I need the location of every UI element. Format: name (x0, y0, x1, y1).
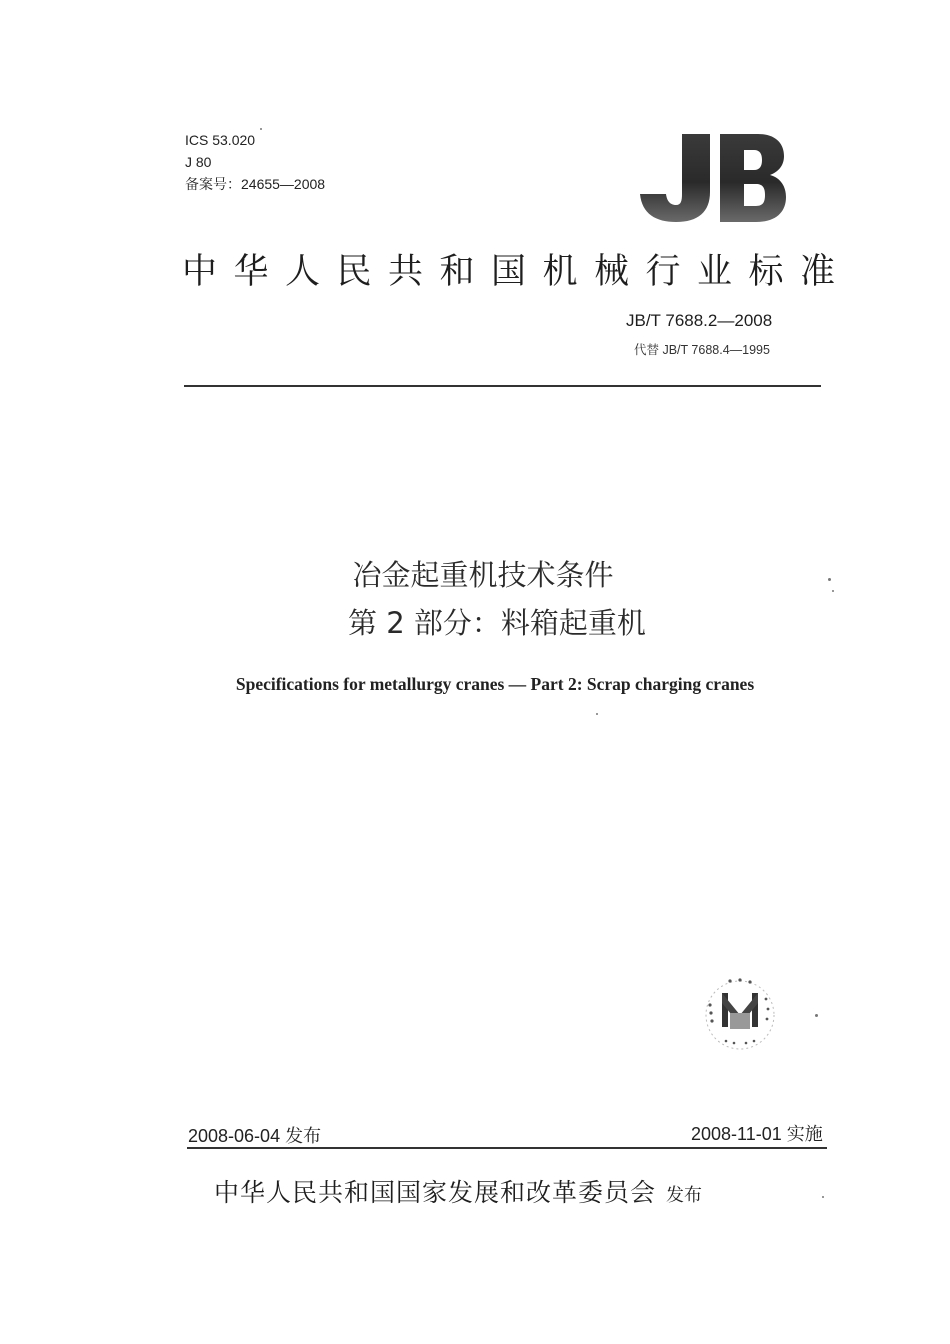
document-title-en: Specifications for metallurgy cranes — Part 2: Scrap charging cranes (235, 674, 755, 694)
replaced-standard: 代替 JB/T 7688.4—1995 (634, 343, 770, 357)
standard-code: JB/T 7688.2—2008 (626, 311, 773, 330)
document-title-cn-line1: 冶金起重机技术条件 (352, 558, 614, 592)
publisher-name: 中华人民共和国国家发展和改革委员会 (214, 1178, 657, 1207)
top-divider (184, 385, 821, 387)
ics-number: ICS 53.020 (185, 132, 256, 148)
scan-speck (822, 1196, 824, 1198)
scan-speck (832, 590, 834, 592)
header-metadata (185, 129, 325, 195)
scan-speck (260, 128, 262, 130)
publisher-seal-icon (700, 975, 780, 1057)
ccs-number: J 80 (185, 154, 212, 170)
scan-speck (815, 1014, 818, 1017)
scan-speck (828, 578, 831, 581)
document-title-cn-line2: 第 2 部分：料箱起重机 (348, 606, 646, 640)
publisher-line (214, 1173, 702, 1209)
implementation-date: 2008-11-01 实施 (691, 1124, 823, 1144)
bottom-divider (187, 1147, 827, 1149)
standard-category-title: 中华人民共和国机械行业标准 (182, 252, 852, 292)
publisher-suffix: 发布 (666, 1185, 703, 1206)
filing-number: 备案号：24655—2008 (185, 176, 326, 192)
issue-date: 2008-06-04 发布 (188, 1126, 322, 1146)
scan-speck (596, 713, 598, 715)
jb-logo-icon (636, 132, 786, 224)
